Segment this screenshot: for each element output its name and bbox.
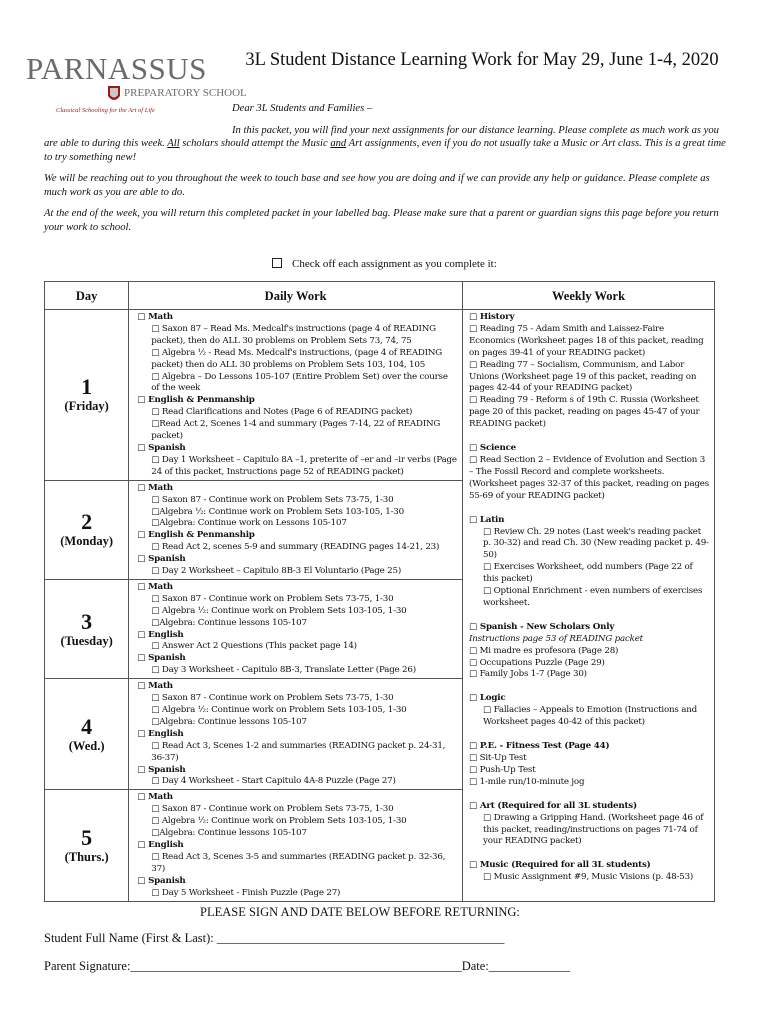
assignment-checkbox-item[interactable]: □ Occupations Puzzle (Page 29) [469, 657, 605, 668]
logo-tagline: Classical Schooling for the Art of Life [56, 107, 155, 114]
assignment-checkbox-item[interactable]: □ Read Act 2, scenes 5-9 and summary (READING pages 14-21, 23) [151, 542, 440, 553]
day-name: (Tuesday) [60, 633, 113, 648]
assignment-checkbox-item[interactable]: □ Read Clarifications and Notes (Page 6 of READING packet) [151, 407, 413, 418]
assignment-checkbox-item[interactable]: □Algebra: Continue lessons 105-107 [151, 716, 307, 727]
assignment-checkbox-item[interactable]: □ Review Ch. 29 notes (Last week's reading packet p. 30-32) and read Ch. 30 (New reading packet p. 49-50) [483, 526, 709, 561]
assignment-checkbox-item[interactable]: □ Algebra ½ - Read Ms. Medcalf's instructions, (page 4 of READING packet) then do ALL 30 problems on Problem Sets 103, 104, 105 [151, 347, 443, 370]
assignment-checkbox-item[interactable]: □ Fallacies – Appeals to Emotion (Instructions and Worksheet pages 40-42 of this packet) [483, 705, 697, 728]
assignment-checkbox-item[interactable]: □ Answer Act 2 Questions (This packet page 14) [151, 641, 357, 652]
logo-subtitle: PREPARATORY SCHOOL [124, 87, 247, 99]
day-name: (Friday) [64, 399, 109, 414]
subject-checkbox-item[interactable]: □ English [137, 839, 184, 850]
greeting: Dear 3L Students and Families – [232, 103, 373, 114]
schedule-table [44, 281, 715, 902]
assignment-checkbox-item[interactable]: □ Algebra ½: Continue work on Problem Sets 103-105, 1-30 [151, 705, 407, 715]
assignment-checkbox-item[interactable]: □ Sit-Up Test [469, 753, 527, 763]
day-cell [45, 679, 129, 790]
subject-checkbox-item[interactable]: □ Math [137, 482, 173, 493]
weekly-work-cell [463, 310, 715, 902]
intro-paragraph-2: We will be reaching out to you throughout the week to touch base and see how you are doing and if we can provide any help or guidance. Please complete as much work as you are able to do. [44, 173, 710, 198]
subject-checkbox-item[interactable]: □ Spanish - New Scholars Only [469, 621, 615, 632]
assignment-checkbox-item[interactable]: □ Drawing a Gripping Hand. (Worksheet page 46 of this packet, reading/instructions on pages 71-74 of your READING packet) [483, 812, 704, 847]
checkbox-icon [272, 258, 282, 268]
day-name: (Thurs.) [64, 849, 109, 864]
weekly-section [469, 693, 710, 729]
assignment-checkbox-item[interactable]: □ Mi madre es profesora (Page 28) [469, 645, 619, 656]
subject-checkbox-item[interactable]: □ Art (Required for all 3L students) [469, 800, 637, 811]
daily-work-cell [129, 310, 463, 481]
assignment-checkbox-item[interactable]: □ Family Jobs 1-7 (Page 30) [469, 669, 587, 680]
day-name: (Wed.) [68, 738, 105, 753]
assignment-checkbox-item[interactable]: □Algebra ½: Continue work on Problem Sets 103-105, 1-30 [151, 506, 404, 517]
assignment-checkbox-item[interactable]: □ Music Assignment #9, Music Visions (p. 48-53) [483, 872, 694, 883]
intro-paragraph-1: In this packet, you will find your next assignments for our distance learning. Please complete as much work as you are able to during this week. All scholars should attempt the Music and Art assignments, even if you do not usually take a Music or Art class. This is a great time to try something new! [44, 124, 726, 163]
assignment-checkbox-item[interactable]: □ Reading 77 – Socialism, Communism, and Labor Unions (Worksheet page 19 of this packet, reading on pages 42-44 of your READING packet) [469, 359, 697, 394]
subject-checkbox-item[interactable]: □ Logic [469, 693, 506, 704]
day-number: 5 [81, 824, 93, 850]
intro-text [44, 102, 728, 242]
subject-checkbox-item[interactable]: □ Spanish [137, 764, 186, 775]
logo-name: PARNASSUS [26, 51, 207, 86]
parent-signature-field[interactable]: Parent Signature:_____________________________________________________Date:_____________ [44, 959, 571, 973]
subject-checkbox-item[interactable]: □ English & Penmanship [137, 530, 255, 541]
assignment-checkbox-item[interactable]: □ Algebra ½: Continue work on Problem Sets 103-105, 1-30 [151, 605, 407, 616]
daily-work-cell [129, 679, 463, 790]
assignment-checkbox-item[interactable]: □ Day 1 Worksheet – Capitulo 8A –1, preterite of –er and –ir verbs (Page 24 of this packet, Instructions page 52 of READING packet) [151, 454, 457, 477]
daily-work-cell [129, 790, 463, 901]
weekly-section [469, 443, 710, 503]
day-cell [45, 790, 129, 901]
header-day: Day [45, 282, 129, 310]
assignment-checkbox-item[interactable]: □ Saxon 87 - Continue work on Problem Sets 73-75, 1-30 [151, 593, 394, 604]
subject-checkbox-item[interactable]: □ Spanish [137, 875, 186, 886]
weekly-section [469, 515, 710, 610]
intro-paragraph-3: At the end of the week, you will return this completed packet in your labelled bag. Please make sure that a parent or guardian signs this page before you return your work to school. [44, 208, 719, 233]
subject-checkbox-item[interactable]: □ Music (Required for all 3L students) [469, 860, 651, 871]
header-daily-work: Daily Work [129, 282, 463, 310]
assignment-checkbox-item[interactable]: □ 1-mile run/10-minute jog [469, 776, 585, 787]
assignment-checkbox-item[interactable]: □ Optional Enrichment - even numbers of exercises worksheet. [483, 586, 703, 608]
weekly-section [469, 622, 710, 682]
subject-checkbox-item[interactable]: □ English [137, 629, 184, 640]
subject-checkbox-item[interactable]: □ English & Penmanship [137, 395, 255, 406]
day-number: 1 [81, 374, 93, 400]
daily-work-cell [129, 579, 463, 678]
subject-checkbox-item[interactable]: □ Math [137, 581, 173, 592]
assignment-checkbox-item[interactable]: □ Saxon 87 - Continue work on Problem Sets 73-75, 1-30 [151, 693, 394, 704]
day-number: 4 [81, 713, 93, 739]
checkoff-instruction: Check off each assignment as you complete it: [272, 258, 497, 270]
subject-checkbox-item[interactable]: □ Latin [469, 514, 505, 525]
assignment-checkbox-item[interactable]: □ Read Section 2 – Evidence of Evolution and Section 3 – The Fossil Record and complete worksheets. (Worksheet pages 32-37 of this packet, reading on pages 55-69 of your READING packet) [469, 454, 710, 501]
subject-checkbox-item[interactable]: □ Math [137, 312, 173, 322]
subject-checkbox-item[interactable]: □ Spanish [137, 554, 186, 565]
assignment-checkbox-item[interactable]: □ Saxon 87 - Continue work on Problem Sets 73-75, 1-30 [151, 494, 394, 505]
assignment-checkbox-item[interactable]: □Algebra: Continue lessons 105-107 [151, 617, 307, 628]
table-header-row [45, 282, 715, 310]
daily-work-cell [129, 480, 463, 579]
subject-checkbox-item[interactable]: □ Spanish [137, 653, 186, 664]
weekly-section [469, 312, 710, 431]
assignment-checkbox-item[interactable]: □ Reading 79 - Reform s of 19th C. Russia (Worksheet page 20 of this packet, reading on pages 45-47 of your READING packet) [469, 395, 700, 430]
day-cell [45, 310, 129, 481]
sign-instruction: PLEASE SIGN AND DATE BELOW BEFORE RETURNING: [200, 905, 520, 919]
table-row [45, 310, 715, 481]
day-number: 3 [81, 608, 93, 634]
assignment-checkbox-item[interactable]: □ Day 4 Worksheet - Start Capitulo 4A-8 Puzzle (Page 27) [151, 776, 396, 787]
day-number: 2 [81, 509, 93, 535]
weekly-section [469, 741, 710, 789]
assignment-checkbox-item[interactable]: □ Day 5 Worksheet - Finish Puzzle (Page 27) [151, 887, 341, 898]
assignment-checkbox-item[interactable]: □ Exercises Worksheet, odd numbers (Page 22 of this packet) [483, 562, 693, 585]
subject-checkbox-item[interactable]: □ Math [137, 792, 173, 803]
assignment-checkbox-item[interactable]: □ Saxon 87 – Read Ms. Medcalf's instructions (page 4 of READING packet), then do ALL 30 problems on Problem Sets 73, 74, 75 [151, 323, 436, 346]
assignment-checkbox-item[interactable]: □ Day 2 Worksheet – Capitulo 8B-3 El Voluntario (Page 25) [151, 566, 402, 577]
assignment-checkbox-item[interactable]: □ Algebra ½: Continue work on Problem Sets 103-105, 1-30 [151, 816, 407, 827]
instruction-note: Instructions page 53 of READING packet [469, 633, 643, 644]
assignment-checkbox-item[interactable]: □Algebra: Continue lessons 105-107 [151, 828, 307, 839]
subject-checkbox-item[interactable]: □ History [469, 312, 515, 322]
assignment-checkbox-item[interactable]: □ Push-Up Test [469, 764, 536, 775]
assignment-checkbox-item[interactable]: □ Reading 75 - Adam Smith and Laissez-Faire Economics (Worksheet pages 18 of this packet, reading on pages 39-41 of your READING packet) [469, 323, 704, 358]
student-name-field[interactable]: Student Full Name (First & Last): ______________________________________________ [44, 931, 505, 945]
assignment-checkbox-item[interactable]: □ Day 3 Worksheet - Capitulo 8B-3, Translate Letter (Page 26) [151, 665, 416, 676]
assignment-checkbox-item[interactable]: □Algebra: Continue work on Lessons 105-107 [151, 518, 347, 529]
header-weekly-work: Weekly Work [463, 282, 715, 310]
weekly-section [469, 801, 710, 849]
page-title: 3L Student Distance Learning Work for May 29, June 1-4, 2020 [245, 50, 719, 70]
day-cell [45, 579, 129, 678]
day-cell [45, 480, 129, 579]
subject-checkbox-item[interactable]: □ English [137, 728, 184, 739]
assignment-checkbox-item[interactable]: □Read Act 2, Scenes 1-4 and summary (Pages 7-14, 22 of READING packet) [151, 419, 441, 442]
weekly-section [469, 860, 710, 884]
shield-icon [108, 86, 120, 100]
subject-checkbox-item[interactable]: □ Science [469, 443, 516, 454]
assignment-checkbox-item[interactable]: □ Read Act 3, Scenes 3-5 and summaries (READING packet p. 32-36, 37) [151, 851, 446, 874]
subject-checkbox-item[interactable]: □ Math [137, 681, 173, 692]
assignment-checkbox-item[interactable]: □ Algebra – Do Lessons 105-107 (Entire Problem Set) over the course of the week [151, 371, 448, 394]
subject-checkbox-item[interactable]: □ P.E. - Fitness Test (Page 44) [469, 741, 610, 752]
assignment-checkbox-item[interactable]: □ Read Act 3, Scenes 1-2 and summaries (READING packet p. 24-31, 36-37) [151, 740, 446, 763]
assignment-checkbox-item[interactable]: □ Saxon 87 - Continue work on Problem Sets 73-75, 1-30 [151, 804, 394, 815]
subject-checkbox-item[interactable]: □ Spanish [137, 442, 186, 453]
day-name: (Monday) [60, 534, 114, 549]
